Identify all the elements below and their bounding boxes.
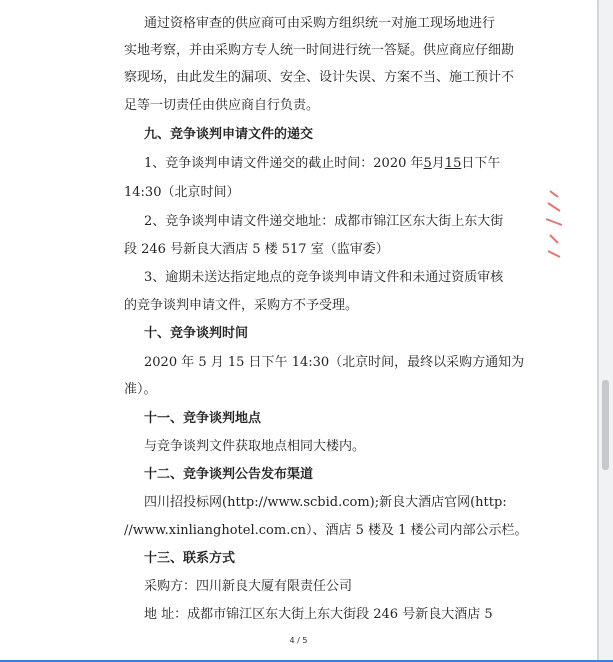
paragraph-line: 采购方：四川新良大厦有限责任公司: [144, 579, 353, 594]
section-heading: 十三、联系方式: [144, 551, 236, 566]
section-heading: 十一、竞争谈判地点: [144, 411, 262, 426]
seal-stamp-icon: [540, 185, 568, 265]
paragraph-line: 段 246 号新良大酒店 5 楼 517 室（监审委）: [124, 242, 389, 257]
scrollbar-thumb[interactable]: [602, 380, 609, 470]
deadline-month-unit: 月: [431, 156, 445, 171]
paragraph-line: 的竞争谈判申请文件，采购方不予受理。: [124, 298, 359, 313]
deadline-month: 5: [423, 156, 432, 171]
paragraph-line: 14:30（北京时间）: [124, 185, 240, 200]
paragraph-line: //www.xinlianghotel.com.cn）、酒店 5 楼及 1 楼公司内部公示栏。: [124, 523, 528, 538]
section-heading: 十、竞争谈判时间: [144, 326, 249, 341]
paragraph-line: 2、竞争谈判申请文件递交地址：成都市锦江区东大街上东大街: [144, 214, 504, 229]
paragraph-line: 通过资格审查的供应商可由采购方组织统一对施工现场地进行: [144, 16, 496, 31]
vertical-scrollbar[interactable]: [598, 0, 613, 660]
deadline-prefix: 1、竞争谈判申请文件递交的截止时间：2020 年: [144, 156, 424, 171]
deadline-day: 15: [444, 156, 462, 171]
paragraph-line: 足等一切责任由供应商自行负责。: [124, 98, 320, 113]
paragraph-line: 察现场，由此发生的漏项、安全、设计失误、方案不当、施工预计不: [124, 70, 515, 85]
paragraph-line: 实地考察，并由采购方专人统一时间进行统一答疑。供应商应仔细勘: [124, 43, 515, 58]
deadline-line: [144, 156, 613, 172]
paragraph-line: 四川招投标网(http://www.scbid.com);新良大酒店官网(http:: [144, 495, 507, 510]
deadline-suffix: 日下午: [461, 156, 501, 171]
section-heading: 九、竞争谈判申请文件的递交: [144, 127, 314, 142]
page-number: 4 / 5: [289, 636, 308, 645]
paragraph-line: 准）。: [124, 382, 157, 397]
paragraph-line: 2020 年 5 月 15 日下午 14:30（北京时间，最终以采购方通知为: [144, 355, 525, 370]
paragraph-line: 3、逾期未送达指定地点的竞争谈判申请文件和未通过资质审核: [144, 270, 504, 285]
section-heading: 十二、竞争谈判公告发布渠道: [144, 467, 314, 482]
paragraph-line: 与竞争谈判文件获取地点相同大楼内。: [144, 439, 366, 454]
paragraph-line: 地 址：成都市锦江区东大街上东大街段 246 号新良大酒店 5: [144, 607, 493, 622]
